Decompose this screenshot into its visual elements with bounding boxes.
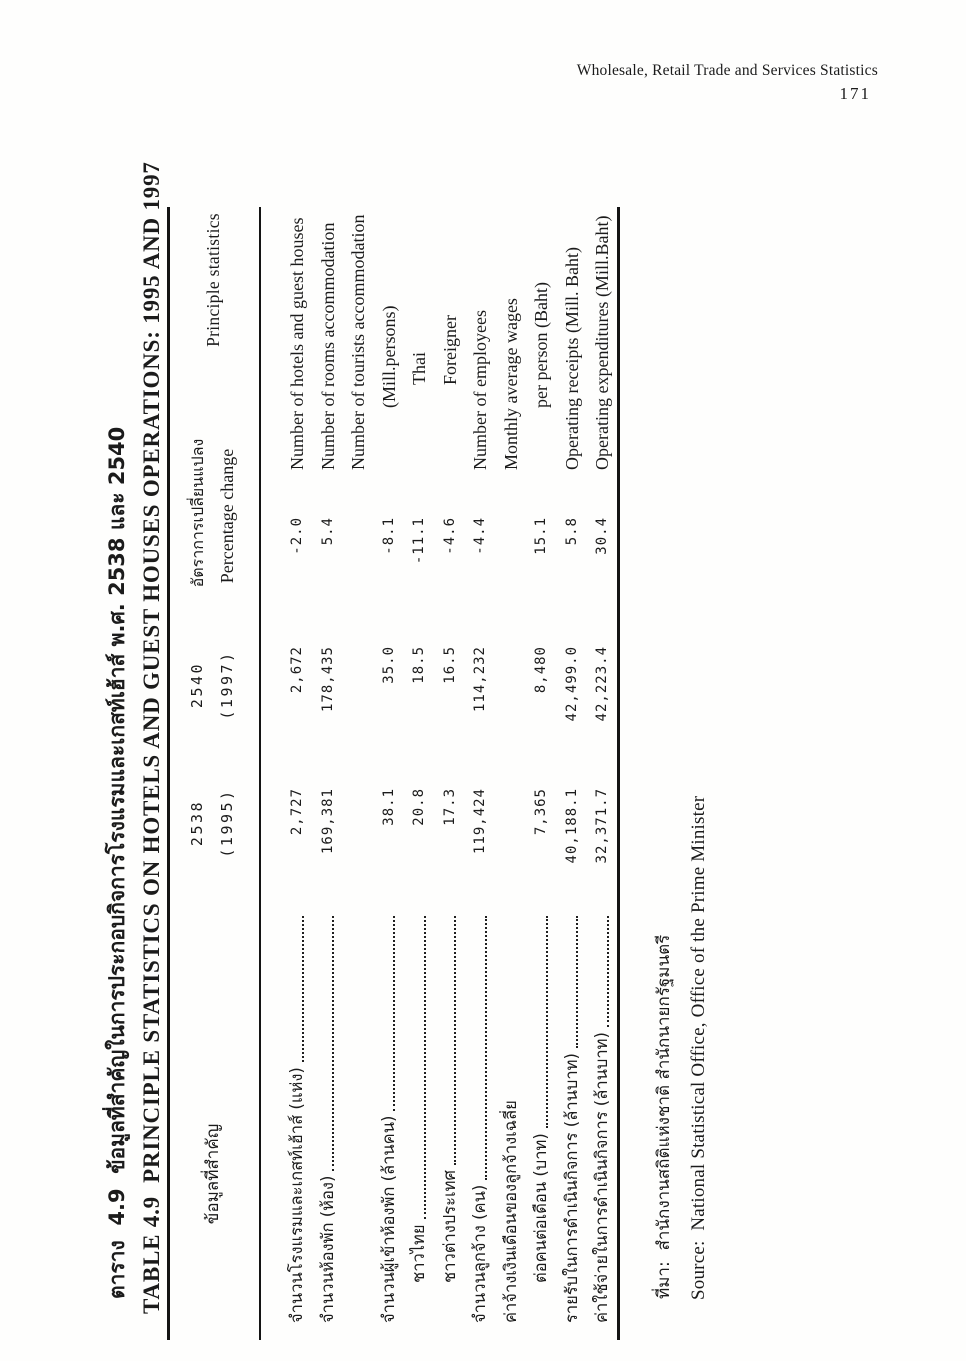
value-1995: 32,371.7 (594, 788, 610, 864)
table-row (496, 207, 527, 1323)
table-title-thai: ตาราง 4.9 ข้อมูลที่สำคัญในการประกอบกิจการโรงแรมและเกสท์เฮ้าส์ พ.ศ. 2538 และ 2540 (105, 426, 129, 1299)
source-line-thai: ที่มา: สำนักงานสถิติแห่งชาติ สำนักนายกรัฐมนตรี (654, 934, 674, 1299)
row-label-english: per person (Baht) (531, 282, 551, 408)
table-row (557, 207, 588, 1323)
row-label-thai: จำนวนห้องพัก (ห้อง) (317, 1175, 337, 1323)
value-1995 (496, 788, 527, 913)
table-row (282, 207, 313, 1323)
row-label-thai-cell (526, 913, 557, 1323)
column-header-2538: 2538 (188, 799, 206, 847)
row-label-english: Thai (409, 352, 429, 385)
row-label-thai-cell (313, 913, 344, 1323)
value-1995: 17.3 (441, 788, 458, 826)
value-pct-change: 5.8 (563, 517, 580, 546)
value-pct-change: 15.1 (533, 517, 549, 555)
row-label-thai: ชาวไทย (409, 1224, 428, 1283)
table-row (404, 207, 435, 1323)
value-pct-change: -2.0 (289, 517, 305, 555)
value-1995 (343, 788, 374, 913)
table-row (435, 207, 466, 1323)
value-pct-change (343, 517, 374, 646)
row-label-english: Operating expenditures (Mill.Baht) (592, 215, 612, 470)
row-label-english: (Mill.persons) (378, 305, 399, 408)
row-label-thai-cell (282, 913, 313, 1323)
column-header-principle-statistics: Principle statistics (203, 213, 223, 347)
table-row (374, 207, 405, 1323)
value-1997: 42,499.0 (563, 646, 580, 722)
running-head: Wholesale, Retail Trade and Services Statistics (576, 62, 878, 79)
value-pct-change: -4.4 (472, 517, 488, 555)
table-body (282, 207, 618, 1323)
row-label-thai-cell (496, 913, 527, 1323)
value-pct-change (496, 517, 527, 646)
row-label-thai: ค่าใช้จ่ายในการดำเนินกิจการ (ล้านบาท) (592, 1032, 611, 1323)
row-label-thai: รายรับในการดำเนินกิจการ (ล้านบาท) (561, 1053, 581, 1323)
row-label-english: Number of tourists accommodation (348, 214, 368, 470)
row-label-thai: ค่าจ้างเงินเดือนของลูกจ้างเฉลี่ย (500, 1100, 520, 1323)
table-bottom-rule (617, 207, 620, 1340)
value-1997: 16.5 (441, 646, 458, 684)
value-1995: 38.1 (380, 788, 397, 826)
dot-leader (546, 916, 548, 1128)
header-separator-rule (259, 207, 261, 1340)
row-label-english: Number of hotels and guest houses (287, 217, 307, 470)
row-label-thai: ต่อคนต่อเดือน (บาท) (531, 1133, 550, 1283)
dot-leader (332, 916, 334, 1171)
row-label-english: Foreigner (439, 315, 460, 385)
column-header-thai-label: ข้อมูลที่สำคัญ (203, 1123, 223, 1225)
source-line-english: Source: National Statistical Office, Office of the Prime Minister (688, 795, 709, 1300)
row-label-thai-cell (374, 913, 405, 1323)
value-1995: 7,365 (533, 788, 549, 836)
column-header-2540: 2540 (188, 661, 206, 709)
value-pct-change: -11.1 (411, 517, 427, 565)
row-label-english: Number of rooms accommodation (317, 222, 338, 470)
row-label-thai-cell (404, 913, 435, 1323)
column-header-1997: (1997) (218, 650, 236, 720)
row-label-thai-cell (587, 913, 618, 1323)
value-1995: 2,727 (289, 788, 305, 836)
value-1995: 40,188.1 (563, 788, 580, 864)
value-1995: 119,424 (472, 788, 488, 855)
row-label-english: Number of employees (470, 310, 490, 470)
value-1997: 2,672 (289, 646, 305, 694)
row-label-thai: จำนวนลูกจ้าง (คน) (470, 1184, 489, 1323)
table-row (465, 207, 496, 1323)
row-label-thai: ชาวต่างประเทศ (439, 1170, 459, 1283)
value-1997: 178,435 (319, 646, 336, 713)
row-label-english: Operating receipts (Mill. Baht) (561, 247, 582, 470)
page-number: 171 (839, 84, 871, 103)
dot-leader (607, 916, 609, 1027)
value-pct-change: 30.4 (594, 517, 610, 555)
table-row (343, 207, 374, 1323)
value-1997: 18.5 (411, 646, 427, 684)
value-1997: 35.0 (380, 646, 397, 684)
value-1995: 20.8 (411, 788, 427, 826)
table-top-rule (167, 207, 170, 1340)
dot-leader (576, 916, 578, 1048)
dot-leader (485, 916, 487, 1180)
table-title-english: TABLE 4.9 PRINCIPLE STATISTICS ON HOTELS AND GUEST HOUSES OPERATIONS: 1995 AND 1997 (139, 161, 164, 1314)
row-label-thai-cell (435, 913, 466, 1323)
value-1997: 8,480 (533, 646, 549, 694)
value-pct-change: -4.6 (441, 517, 458, 555)
row-label-thai-cell (343, 913, 374, 1323)
column-header-change-thai: อัตราการเปลี่ยนแปลง (188, 438, 207, 588)
row-label-thai: จำนวนผู้เข้าห้องพัก (ล้านคน) (378, 1115, 398, 1323)
value-1997: 42,223.4 (594, 646, 610, 722)
column-header-1995: (1995) (218, 788, 236, 858)
value-1997 (496, 646, 527, 788)
dot-leader (393, 916, 395, 1111)
row-label-english: Monthly average wages (500, 298, 521, 470)
table-row (587, 207, 618, 1323)
table-row (526, 207, 557, 1323)
row-label-thai: จำนวนโรงแรมและเกสท์เฮ้าส์ (แห่ง) (287, 1067, 306, 1323)
dot-leader (454, 916, 456, 1165)
row-label-thai-cell (465, 913, 496, 1323)
value-1997 (343, 646, 374, 788)
value-pct-change: -8.1 (380, 517, 397, 555)
value-pct-change: 5.4 (319, 517, 336, 546)
dot-leader (424, 916, 426, 1219)
table-row (313, 207, 344, 1323)
value-1997: 114,232 (472, 646, 488, 713)
column-header-change-english: Percentage change (217, 448, 237, 584)
dot-leader (302, 916, 304, 1062)
value-1995: 169,381 (319, 788, 336, 855)
row-label-thai-cell (557, 913, 588, 1323)
